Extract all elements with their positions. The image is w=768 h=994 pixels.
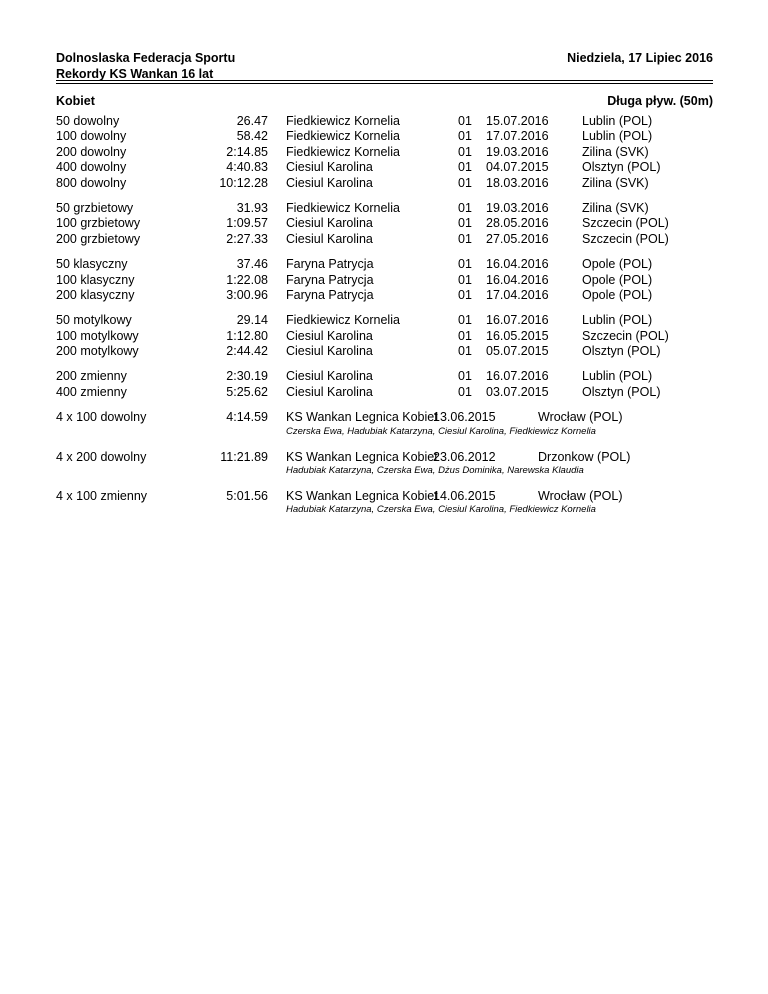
record-date: 03.07.2015 [486,384,549,399]
event-name: 50 grzbietowy [56,200,134,215]
record-row [56,385,713,400]
records-table [56,114,713,528]
record-time: 2:44.42 [226,344,268,359]
record-row [56,145,713,160]
birth-year: 01 [458,160,472,175]
record-place: Szczecin (POL) [582,216,669,231]
record-row [56,160,713,175]
record-row [56,129,713,144]
event-name: 50 dowolny [56,114,120,128]
birth-year: 01 [458,114,472,128]
birth-year: 01 [458,129,472,144]
swimmer-name: Fiedkiewicz Kornelia [286,144,400,159]
record-place: Opole (POL) [582,272,653,287]
record-row [56,232,713,247]
birth-year: 01 [458,313,472,328]
section-header [56,93,713,109]
swimmer-name: Fiedkiewicz Kornelia [286,200,400,215]
swimmer-name: Ciesiul Karolina [286,328,373,343]
record-row [56,344,713,359]
record-time: 31.93 [236,200,268,215]
record-date: 19.03.2016 [486,144,549,159]
record-date: 19.03.2016 [486,200,549,215]
relay-row [56,410,713,425]
record-time: 5:25.62 [226,384,268,399]
swimmer-name: Ciesiul Karolina [286,344,373,359]
event-name: 100 motylkowy [56,328,139,343]
birth-year: 01 [458,287,472,302]
event-name: 400 zmienny [56,384,127,399]
record-time: 58.42 [236,129,268,144]
relay-group [56,450,713,479]
birth-year: 01 [458,231,472,246]
record-row [56,273,713,288]
record-time: 3:00.96 [226,287,268,302]
record-date: 04.07.2015 [486,160,549,175]
record-date: 13.06.2015 [433,410,496,425]
birth-year: 01 [458,200,472,215]
relay-group [56,410,713,439]
section-title: Kobiet [56,94,95,108]
event-name: 800 dowolny [56,175,127,190]
record-place: Zilina (SVK) [582,200,649,215]
swimmer-name: Faryna Patrycja [286,272,374,287]
event-name: 4 x 100 zmienny [56,489,148,504]
record-date: 16.07.2016 [486,369,549,384]
swimmer-name: Ciesiul Karolina [286,175,373,190]
relay-members: Hadubiak Katarzyna, Czerska Ewa, Dżus Dominika, Narewska Klaudia [286,465,584,477]
record-place: Drzonkow (POL) [538,449,631,464]
swimmer-name: Fiedkiewicz Kornelia [286,129,400,144]
birth-year: 01 [458,144,472,159]
record-place: Lublin (POL) [582,369,653,384]
record-date: 27.05.2016 [486,231,549,246]
record-row [56,114,713,129]
record-time: 4:14.59 [226,410,268,425]
record-date: 28.05.2016 [486,216,549,231]
event-name: 100 klasyczny [56,272,135,287]
team-name: KS Wankan Legnica Kobiet [286,410,438,425]
relay-row [56,450,713,465]
header-rule-top [56,80,713,81]
birth-year: 01 [458,384,472,399]
record-time: 1:12.80 [226,328,268,343]
record-time: 2:14.85 [226,144,268,159]
event-name: 100 grzbietowy [56,216,141,231]
event-name: 200 motylkowy [56,344,139,359]
record-place: Zilina (SVK) [582,175,649,190]
birth-year: 01 [458,369,472,384]
swimmer-name: Ciesiul Karolina [286,384,373,399]
record-group [56,114,713,191]
record-time: 37.46 [236,257,268,272]
swimmer-name: Fiedkiewicz Kornelia [286,313,400,328]
event-name: 100 dowolny [56,129,127,144]
page-header [56,50,713,82]
record-time: 10:12.28 [219,175,268,190]
record-date: 16.04.2016 [486,257,549,272]
record-place: Lublin (POL) [582,313,653,328]
record-time: 2:30.19 [226,369,268,384]
record-place: Szczecin (POL) [582,328,669,343]
relay-row [56,489,713,504]
document-subtitle: Rekordy KS Wankan 16 lat [56,67,214,81]
record-time: 4:40.83 [226,160,268,175]
event-name: 200 dowolny [56,144,127,159]
record-group [56,257,713,303]
event-name: 200 zmienny [56,369,127,384]
relay-members: Czerska Ewa, Hadubiak Katarzyna, Ciesiul Karolina, Fiedkiewicz Kornelia [286,425,596,437]
record-time: 1:09.57 [226,216,268,231]
record-row [56,216,713,231]
record-place: Szczecin (POL) [582,231,669,246]
event-name: 200 grzbietowy [56,231,141,246]
record-place: Lublin (POL) [582,129,653,144]
record-place: Olsztyn (POL) [582,384,661,399]
record-group [56,201,713,247]
record-row [56,257,713,272]
record-time: 29.14 [236,313,268,328]
record-group [56,313,713,359]
record-place: Wrocław (POL) [538,489,623,504]
swimmer-name: Ciesiul Karolina [286,231,373,246]
team-name: KS Wankan Legnica Kobiet [286,449,438,464]
event-name: 200 klasyczny [56,287,135,302]
record-row [56,201,713,216]
event-name: 4 x 200 dowolny [56,449,147,464]
birth-year: 01 [458,216,472,231]
swimmer-name: Ciesiul Karolina [286,160,373,175]
record-row [56,176,713,191]
record-time: 2:27.33 [226,231,268,246]
record-time: 1:22.08 [226,272,268,287]
organization-name: Dolnoslaska Federacja Sportu [56,51,236,65]
pool-length: Długa pływ. (50m) [607,94,713,108]
record-place: Olsztyn (POL) [582,160,661,175]
record-place: Opole (POL) [582,287,653,302]
record-date: 18.03.2016 [486,175,549,190]
swimmer-name: Ciesiul Karolina [286,369,373,384]
swimmer-name: Fiedkiewicz Kornelia [286,114,400,128]
record-place: Lublin (POL) [582,114,653,128]
team-name: KS Wankan Legnica Kobiet [286,489,438,504]
record-date: 05.07.2015 [486,344,549,359]
record-time: 26.47 [236,114,268,128]
swimmer-name: Faryna Patrycja [286,257,374,272]
birth-year: 01 [458,344,472,359]
birth-year: 01 [458,257,472,272]
record-date: 14.06.2015 [433,489,496,504]
record-row [56,329,713,344]
birth-year: 01 [458,175,472,190]
relay-group [56,489,713,518]
record-time: 5:01.56 [226,489,268,504]
record-time: 11:21.89 [220,449,268,464]
record-place: Opole (POL) [582,257,653,272]
record-date: 16.04.2016 [486,272,549,287]
record-date: 15.07.2016 [486,114,549,128]
birth-year: 01 [458,328,472,343]
relay-members: Hadubiak Katarzyna, Czerska Ewa, Ciesiul Karolina, Fiedkiewicz Kornelia [286,504,596,516]
event-name: 4 x 100 dowolny [56,410,147,425]
event-name: 50 motylkowy [56,313,132,328]
swimmer-name: Ciesiul Karolina [286,216,373,231]
record-date: 17.07.2016 [486,129,549,144]
record-date: 17.04.2016 [486,287,549,302]
event-name: 400 dowolny [56,160,127,175]
record-row [56,369,713,384]
record-place: Olsztyn (POL) [582,344,661,359]
record-group [56,369,713,400]
record-row [56,313,713,328]
record-place: Wrocław (POL) [538,410,623,425]
event-name: 50 klasyczny [56,257,128,272]
record-row [56,288,713,303]
swimmer-name: Faryna Patrycja [286,287,374,302]
record-date: 16.05.2015 [486,328,549,343]
record-date: 16.07.2016 [486,313,549,328]
record-date: 23.06.2012 [433,449,496,464]
birth-year: 01 [458,272,472,287]
document-date: Niedziela, 17 Lipiec 2016 [567,51,713,65]
record-place: Zilina (SVK) [582,144,649,159]
header-rule-bottom [56,83,713,84]
